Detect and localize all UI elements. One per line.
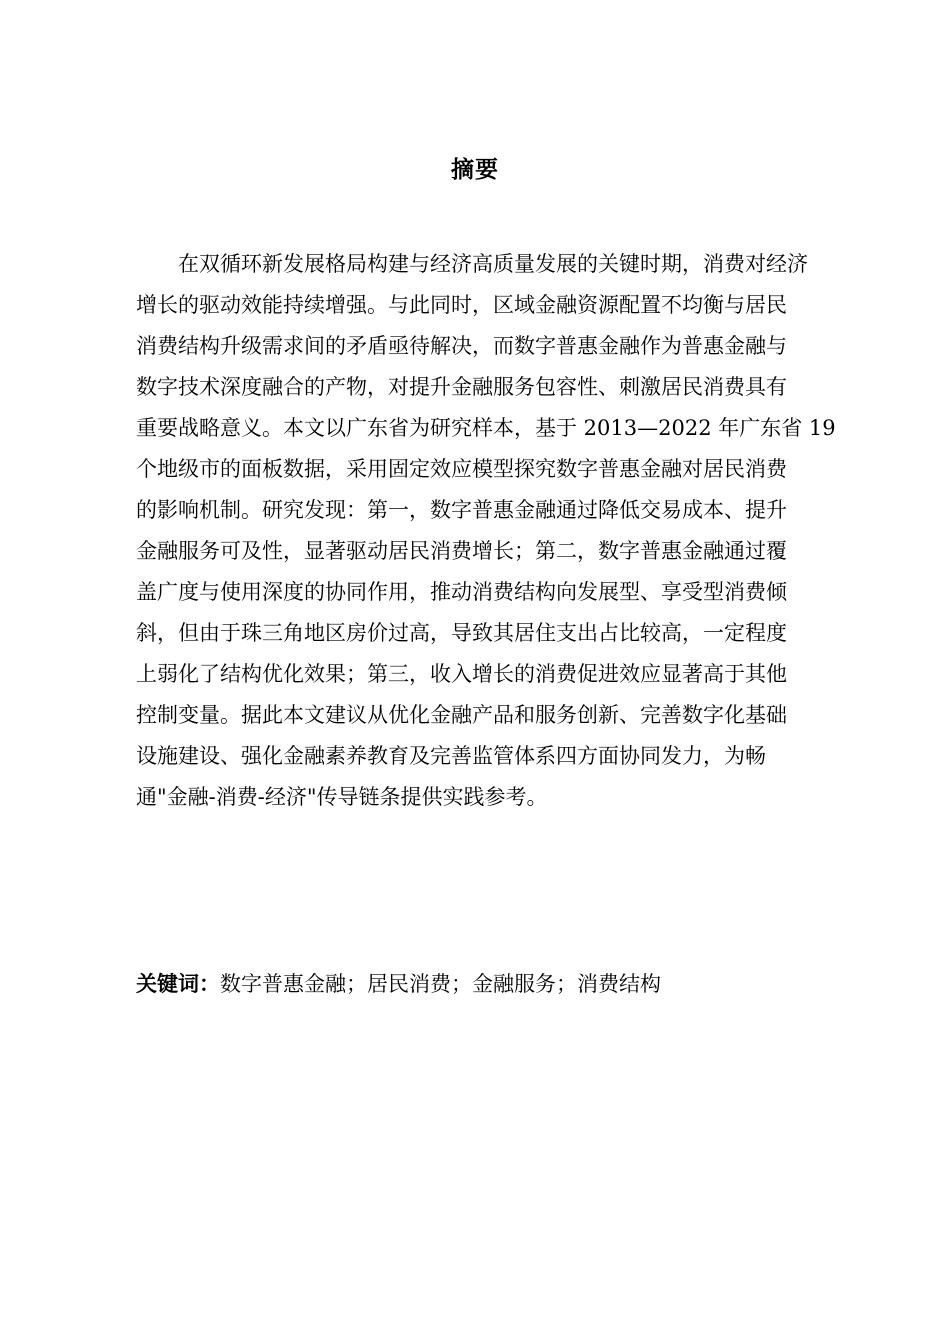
keywords-label: 关键词： — [136, 972, 220, 996]
abstract-line: 通"金融-消费-经济"传导链条提供实践参考。 — [136, 785, 548, 809]
abstract-line: 增长的驱动效能持续增强。与此同时，区域金融资源配置不均衡与居民 — [136, 293, 787, 317]
abstract-line: 在双循环新发展格局构建与经济高质量发展的关键时期，消费对经济 — [178, 252, 808, 276]
abstract-line: 盖广度与使用深度的协同作用，推动消费结构向发展型、享受型消费倾 — [136, 580, 787, 604]
abstract-line: 的影响机制。研究发现：第一，数字普惠金融通过降低交易成本、提升 — [136, 498, 787, 522]
abstract-line: 重要战略意义。本文以广东省为研究样本，基于 2013—2022 年广东省 19 — [136, 416, 836, 440]
abstract-line: 金融服务可及性，显著驱动居民消费增长；第二，数字普惠金融通过覆 — [136, 539, 787, 563]
page-title: 摘要 — [451, 157, 499, 183]
abstract-body — [136, 244, 848, 818]
keywords-line — [136, 966, 848, 1002]
abstract-line: 个地级市的面板数据，采用固定效应模型探究数字普惠金融对居民消费 — [136, 457, 787, 481]
abstract-line: 消费结构升级需求间的矛盾亟待解决，而数字普惠金融作为普惠金融与 — [136, 334, 787, 358]
abstract-line: 斜，但由于珠三角地区房价过高，导致其居住支出占比较高，一定程度 — [136, 621, 787, 645]
abstract-line: 数字技术深度融合的产物，对提升金融服务包容性、刺激居民消费具有 — [136, 375, 787, 399]
abstract-line: 设施建设、强化金融素养教育及完善监管体系四方面协同发力，为畅 — [136, 744, 766, 768]
keywords-text: 数字普惠金融；居民消费；金融服务；消费结构 — [220, 972, 661, 996]
abstract-line: 上弱化了结构优化效果；第三，收入增长的消费促进效应显著高于其他 — [136, 662, 787, 686]
abstract-line: 控制变量。据此本文建议从优化金融产品和服务创新、完善数字化基础 — [136, 703, 787, 727]
